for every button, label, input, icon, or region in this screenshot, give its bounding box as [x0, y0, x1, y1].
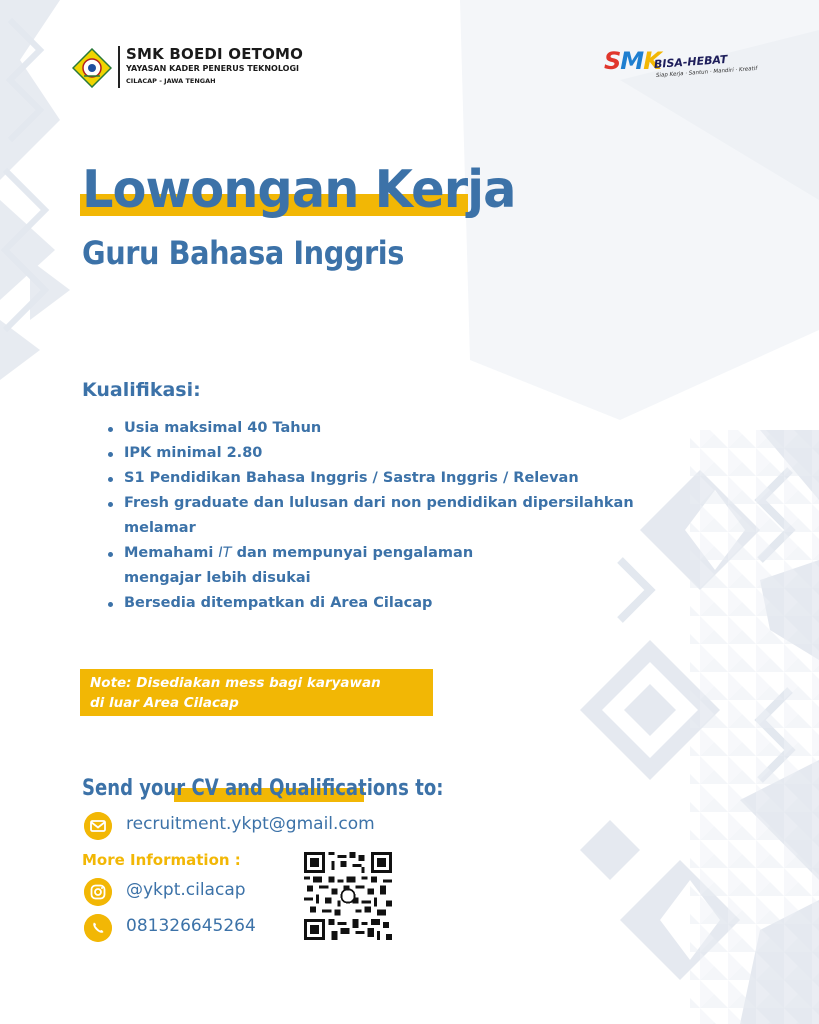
note-text [90, 673, 430, 713]
whatsapp-icon [84, 914, 112, 942]
smk-brand-logo: SMK [604, 47, 661, 75]
instagram-handle[interactable]: @ykpt.cilacap [126, 880, 246, 900]
list-item-text: melamar [124, 520, 196, 536]
send-suffix: to: [415, 776, 444, 801]
school-logo [72, 48, 112, 88]
note-line: Note: Disediakan mess bagi karyawan [90, 675, 381, 691]
qualifications-heading: Kualifikasi: [82, 379, 201, 401]
list-item: IPK minimal 2.80 [106, 441, 666, 466]
position-title: Guru Bahasa Inggris [82, 234, 404, 272]
qualifications-list [106, 416, 666, 616]
note-line: di luar Area Cilacap [90, 695, 239, 711]
list-item [106, 491, 666, 541]
list-item: S1 Pendidikan Bahasa Inggris / Sastra Inggris / Relevan [106, 466, 666, 491]
list-item-text: Memahami [124, 545, 214, 561]
qr-code[interactable] [304, 852, 392, 940]
header-divider [118, 46, 120, 88]
mail-icon [84, 812, 112, 840]
whatsapp-number[interactable]: 081326645264 [126, 916, 256, 936]
list-item: Usia maksimal 40 Tahun [106, 416, 666, 441]
list-item-text: Fresh graduate dan lulusan dari non pendidikan dipersilahkan [124, 495, 634, 511]
list-item-emphasis: IT [218, 545, 232, 561]
list-item-text: mengajar lebih disukai [124, 570, 311, 586]
instagram-icon [84, 878, 112, 906]
brand-tagline: BISA-HEBAT [653, 52, 728, 71]
school-foundation: YAYASAN KADER PENERUS TEKNOLOGI [126, 64, 300, 73]
send-prefix: Send your [82, 776, 186, 801]
list-item [106, 541, 666, 591]
list-item: Bersedia ditempatkan di Area Cilacap [106, 591, 666, 616]
more-info-label: More Information : [82, 851, 241, 869]
school-location: CILACAP - JAWA TENGAH [126, 77, 216, 85]
brand-subtagline: Siap Kerja · Santun · Mandiri · Kreatif [655, 65, 758, 79]
send-heading [82, 772, 443, 806]
page-title: Lowongan Kerja [82, 160, 516, 220]
email-address[interactable]: recruitment.ykpt@gmail.com [126, 814, 375, 834]
send-highlight-text: CV and Qualifications [191, 776, 409, 801]
list-item-text: dan mempunyai pengalaman [236, 545, 474, 561]
school-name: SMK BOEDI OETOMO [126, 45, 304, 63]
